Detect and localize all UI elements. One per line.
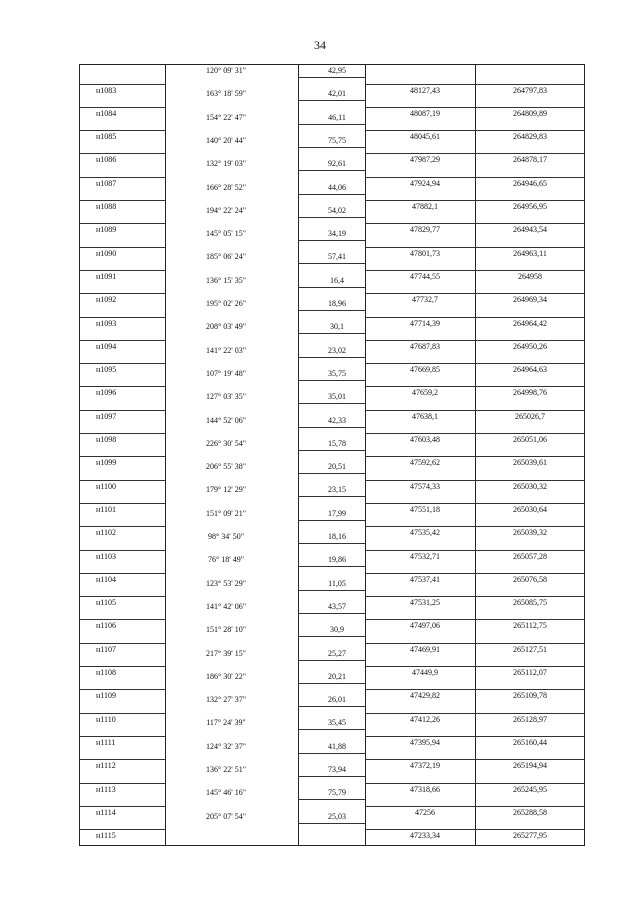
distance-cell: 30,1 (330, 322, 344, 332)
row-divider (80, 596, 165, 597)
x-coordinate-cell: 47537,41 (410, 574, 440, 584)
bearing-cell: 123° 53' 29" (206, 578, 246, 588)
x-coordinate-cell: 48045,61 (410, 132, 440, 142)
bearing-cell: 98° 34' 50" (208, 532, 244, 541)
bearing-cell: 206° 55' 38" (206, 462, 246, 472)
row-divider (298, 124, 365, 125)
y-coordinate-cell: 264964,42 (513, 318, 547, 328)
point-label: н1086 (96, 155, 117, 165)
row-divider (365, 526, 584, 527)
distance-cell: 17,99 (328, 508, 346, 518)
row-divider (298, 100, 365, 101)
bearing-cell: 179° 12' 29" (206, 485, 246, 495)
distance-cell: 35,01 (328, 392, 346, 402)
point-label: н1083 (96, 85, 117, 95)
row-divider (298, 77, 365, 78)
bearing-cell: 141° 22' 03" (206, 345, 246, 355)
point-label: н1113 (96, 784, 116, 794)
x-coordinate-cell: 47372,19 (410, 761, 440, 771)
x-coordinate-cell: 47744,55 (410, 271, 440, 281)
row-divider (298, 660, 365, 661)
y-coordinate-cell: 265194,94 (513, 761, 547, 771)
row-divider (365, 293, 584, 294)
y-coordinate-cell: 265245,95 (513, 784, 547, 794)
row-divider (80, 666, 165, 667)
bearing-cell: 186° 30' 22" (206, 671, 246, 681)
x-coordinate-cell: 47469,91 (410, 644, 440, 654)
row-divider (80, 340, 165, 341)
point-label: н1096 (96, 388, 117, 398)
row-divider (365, 200, 584, 201)
point-label: н1114 (96, 807, 116, 817)
point-label: н1103 (96, 551, 116, 561)
x-coordinate-cell: 47714,39 (410, 318, 440, 328)
distance-cell: 44,06 (328, 182, 346, 192)
column-divider (298, 65, 299, 845)
point-label: н1112 (96, 761, 116, 771)
page-number: 34 (314, 38, 326, 52)
row-divider (365, 153, 584, 154)
x-coordinate-cell: 47395,94 (410, 737, 440, 747)
x-coordinate-cell: 47497,06 (410, 621, 440, 631)
x-coordinate-cell: 47449,9 (412, 668, 438, 677)
x-coordinate-cell: 47318,66 (410, 784, 440, 794)
distance-cell: 23,02 (328, 345, 346, 355)
bearing-cell: 132° 27' 37" (206, 695, 246, 705)
y-coordinate-cell: 265026,7 (515, 411, 545, 421)
bearing-cell: 76° 18' 49" (208, 555, 244, 565)
y-coordinate-cell: 264797,83 (513, 85, 547, 95)
row-divider (298, 170, 365, 171)
bearing-cell: 136° 15' 35" (206, 275, 246, 285)
y-coordinate-cell: 265112,75 (513, 621, 547, 631)
y-coordinate-cell: 265030,64 (513, 504, 547, 514)
bearing-cell: 127° 03' 35" (206, 392, 246, 402)
point-label: н1105 (96, 598, 116, 608)
bearing-cell: 136° 22' 51" (206, 765, 246, 774)
row-divider (80, 783, 165, 784)
column-divider (165, 65, 166, 845)
x-coordinate-cell: 47987,29 (410, 155, 440, 165)
distance-cell: 41,88 (328, 741, 346, 751)
x-coordinate-cell: 47531,25 (410, 598, 440, 608)
row-divider (365, 363, 584, 364)
y-coordinate-cell: 265288,58 (513, 807, 547, 817)
distance-cell: 16,4 (330, 275, 344, 285)
y-coordinate-cell: 265277,95 (513, 831, 547, 841)
bearing-cell: 145° 05' 15" (206, 229, 246, 239)
x-coordinate-cell: 47412,26 (410, 714, 440, 724)
row-divider (80, 107, 165, 108)
row-divider (80, 153, 165, 154)
point-label: н1104 (96, 574, 116, 584)
row-divider (80, 689, 165, 690)
x-coordinate-cell: 47669,85 (410, 365, 440, 375)
y-coordinate-cell: 264946,65 (513, 178, 547, 188)
row-divider (298, 543, 365, 544)
row-divider (80, 433, 165, 434)
row-divider (298, 194, 365, 195)
row-divider (365, 619, 584, 620)
x-coordinate-cell: 47574,33 (410, 481, 440, 491)
y-coordinate-cell: 265076,58 (513, 574, 547, 584)
row-divider (80, 573, 165, 574)
row-divider (298, 240, 365, 241)
row-divider (365, 317, 584, 318)
distance-cell: 15,78 (328, 438, 346, 448)
row-divider (298, 566, 365, 567)
point-label: н1090 (96, 248, 117, 258)
distance-cell: 26,01 (328, 695, 346, 705)
row-divider (365, 410, 584, 411)
bearing-cell: 205° 07' 54" (206, 811, 246, 821)
row-divider (80, 829, 165, 830)
bearing-cell: 226° 30' 54" (206, 438, 246, 448)
row-divider (80, 317, 165, 318)
x-coordinate-cell: 47551,18 (410, 504, 440, 514)
distance-cell: 34,19 (328, 229, 346, 239)
row-divider (298, 147, 365, 148)
distance-cell: 75,79 (328, 788, 346, 798)
distance-cell: 57,41 (328, 252, 346, 262)
row-divider (365, 596, 584, 597)
distance-cell: 42,01 (328, 89, 346, 99)
x-coordinate-cell: 47659,2 (412, 388, 438, 398)
y-coordinate-cell: 264969,34 (513, 295, 547, 305)
row-divider (365, 177, 584, 178)
bearing-cell: 117° 24' 39" (206, 718, 246, 728)
row-divider (80, 619, 165, 620)
point-label: н1109 (96, 691, 116, 701)
x-coordinate-cell: 47233,34 (410, 831, 440, 841)
row-divider (80, 177, 165, 178)
row-divider (365, 107, 584, 108)
row-divider (365, 270, 584, 271)
row-divider (80, 526, 165, 527)
row-divider (80, 759, 165, 760)
point-label: н1100 (96, 481, 116, 491)
row-divider (80, 84, 165, 85)
point-label: н1108 (96, 668, 116, 677)
row-divider (80, 270, 165, 271)
row-divider (80, 643, 165, 644)
bearing-cell: 185° 06' 24" (206, 252, 246, 262)
row-divider (298, 427, 365, 428)
row-divider (365, 340, 584, 341)
x-coordinate-cell: 47429,82 (410, 691, 440, 701)
point-label: н1089 (96, 225, 117, 235)
coordinates-table (79, 64, 585, 846)
row-divider (80, 806, 165, 807)
row-divider (80, 503, 165, 504)
point-label: н1091 (96, 271, 117, 281)
row-divider (298, 450, 365, 451)
x-coordinate-cell: 47687,83 (410, 341, 440, 351)
row-divider (298, 473, 365, 474)
y-coordinate-cell: 264963,11 (513, 248, 547, 258)
bearing-cell: 132° 19' 03" (206, 159, 246, 169)
point-label: н1101 (96, 504, 116, 514)
y-coordinate-cell: 264964,63 (513, 365, 547, 375)
y-coordinate-cell: 265127,51 (513, 644, 547, 654)
row-divider (298, 403, 365, 404)
distance-cell: 23,15 (328, 485, 346, 495)
point-label: н1098 (96, 435, 117, 444)
row-divider (365, 736, 584, 737)
row-divider (298, 613, 365, 614)
distance-cell: 25,03 (328, 811, 346, 821)
point-label: н1095 (96, 365, 117, 375)
point-label: н1106 (96, 621, 116, 631)
row-divider (365, 783, 584, 784)
distance-cell: 30,9 (330, 625, 344, 635)
row-divider (298, 357, 365, 358)
y-coordinate-cell: 264829,83 (513, 132, 547, 142)
distance-cell: 18,16 (328, 532, 346, 541)
x-coordinate-cell: 47535,42 (410, 528, 440, 538)
point-label: н1084 (96, 108, 117, 118)
bearing-cell: 140° 20' 44" (206, 135, 246, 145)
point-label: н1097 (96, 411, 117, 421)
row-divider (298, 776, 365, 777)
distance-cell: 42,95 (328, 66, 346, 75)
distance-cell: 25,27 (328, 648, 346, 658)
y-coordinate-cell: 265030,32 (513, 481, 547, 491)
x-coordinate-cell: 47603,48 (410, 435, 440, 444)
row-divider (365, 456, 584, 457)
bearing-cell: 195° 02' 26" (206, 299, 246, 308)
point-label: н1115 (96, 831, 116, 841)
row-divider (298, 263, 365, 264)
row-divider (80, 456, 165, 457)
y-coordinate-cell: 265160,44 (513, 737, 547, 747)
row-divider (365, 503, 584, 504)
x-coordinate-cell: 48087,19 (410, 108, 440, 118)
point-label: н1110 (96, 714, 116, 724)
bearing-cell: 151° 09' 21" (206, 508, 246, 518)
x-coordinate-cell: 47592,62 (410, 458, 440, 468)
distance-cell: 73,94 (328, 765, 346, 774)
distance-cell: 46,11 (328, 112, 346, 122)
row-divider (298, 217, 365, 218)
point-label: н1088 (96, 202, 117, 211)
x-coordinate-cell: 47532,71 (410, 551, 440, 561)
row-divider (298, 683, 365, 684)
point-label: н1087 (96, 178, 117, 188)
row-divider (80, 713, 165, 714)
bearing-cell: 124° 32' 37" (206, 741, 246, 751)
bearing-cell: 141° 42' 06" (206, 601, 246, 611)
y-coordinate-cell: 264950,26 (513, 341, 547, 351)
y-coordinate-cell: 265039,32 (513, 528, 547, 538)
x-coordinate-cell: 47732,7 (412, 295, 438, 305)
distance-cell: 19,86 (328, 555, 346, 565)
row-divider (365, 713, 584, 714)
row-divider (365, 433, 584, 434)
row-divider (365, 759, 584, 760)
row-divider (80, 200, 165, 201)
column-divider (365, 65, 366, 845)
row-divider (298, 590, 365, 591)
row-divider (298, 496, 365, 497)
row-divider (298, 333, 365, 334)
row-divider (365, 573, 584, 574)
x-coordinate-cell: 47829,77 (410, 225, 440, 235)
bearing-cell: 120° 09' 31" (206, 66, 246, 75)
x-coordinate-cell: 48127,43 (410, 85, 440, 95)
row-divider (365, 829, 584, 830)
row-divider (298, 287, 365, 288)
bearing-cell: 208° 03' 49" (206, 322, 246, 332)
row-divider (80, 550, 165, 551)
point-label: н1085 (96, 132, 117, 142)
x-coordinate-cell: 47256 (415, 807, 435, 817)
point-label: н1111 (96, 737, 116, 747)
x-coordinate-cell: 47882,1 (412, 202, 438, 211)
row-divider (365, 480, 584, 481)
point-label: н1099 (96, 458, 117, 468)
bearing-cell: 163° 18' 59" (206, 89, 246, 99)
row-divider (365, 223, 584, 224)
x-coordinate-cell: 47638,1 (412, 411, 438, 421)
distance-cell: 92,61 (328, 159, 346, 169)
y-coordinate-cell: 264956,95 (513, 202, 547, 211)
distance-cell: 18,96 (328, 299, 346, 308)
point-label: н1094 (96, 341, 117, 351)
row-divider (80, 410, 165, 411)
distance-cell: 20,51 (328, 462, 346, 472)
row-divider (80, 386, 165, 387)
y-coordinate-cell: 265057,28 (513, 551, 547, 561)
distance-cell: 35,75 (328, 368, 346, 378)
row-divider (365, 247, 584, 248)
row-divider (365, 643, 584, 644)
row-divider (298, 799, 365, 800)
row-divider (298, 823, 365, 824)
bearing-cell: 194° 22' 24" (206, 205, 246, 215)
distance-cell: 43,57 (328, 601, 346, 611)
row-divider (80, 247, 165, 248)
bearing-cell: 154° 22' 47" (206, 112, 246, 122)
point-label: н1102 (96, 528, 116, 538)
y-coordinate-cell: 265112,07 (513, 668, 547, 677)
row-divider (80, 130, 165, 131)
y-coordinate-cell: 264878,17 (513, 155, 547, 165)
bearing-cell: 144° 52' 06" (206, 415, 246, 425)
distance-cell: 54,02 (328, 205, 346, 215)
y-coordinate-cell: 264943,54 (513, 225, 547, 235)
row-divider (365, 689, 584, 690)
distance-cell: 20,21 (328, 671, 346, 681)
bearing-cell: 217° 39' 15" (206, 648, 246, 658)
point-label: н1092 (96, 295, 117, 305)
distance-cell: 11,05 (328, 578, 346, 588)
row-divider (365, 550, 584, 551)
x-coordinate-cell: 47801,73 (410, 248, 440, 258)
row-divider (365, 84, 584, 85)
y-coordinate-cell: 264998,76 (513, 388, 547, 398)
y-coordinate-cell: 265109,78 (513, 691, 547, 701)
row-divider (80, 480, 165, 481)
row-divider (298, 380, 365, 381)
point-label: н1107 (96, 644, 116, 654)
row-divider (80, 293, 165, 294)
distance-cell: 75,75 (328, 135, 346, 145)
row-divider (365, 386, 584, 387)
bearing-cell: 166° 28' 52" (206, 182, 246, 192)
x-coordinate-cell: 47924,94 (410, 178, 440, 188)
point-label: н1093 (96, 318, 117, 328)
row-divider (298, 753, 365, 754)
distance-cell: 42,33 (328, 415, 346, 425)
bearing-cell: 145° 46' 16" (206, 788, 246, 798)
row-divider (298, 636, 365, 637)
bearing-cell: 151° 28' 10" (206, 625, 246, 635)
row-divider (298, 310, 365, 311)
row-divider (365, 130, 584, 131)
bearing-cell: 107° 19' 48" (206, 368, 246, 378)
row-divider (365, 666, 584, 667)
row-divider (298, 729, 365, 730)
row-divider (298, 520, 365, 521)
row-divider (365, 806, 584, 807)
y-coordinate-cell: 264809,89 (513, 108, 547, 118)
row-divider (298, 706, 365, 707)
y-coordinate-cell: 265085,75 (513, 598, 547, 608)
row-divider (80, 736, 165, 737)
row-divider (80, 223, 165, 224)
row-divider (80, 363, 165, 364)
y-coordinate-cell: 265039,61 (513, 458, 547, 468)
y-coordinate-cell: 265051,06 (513, 435, 547, 444)
y-coordinate-cell: 265128,97 (513, 714, 547, 724)
distance-cell: 35,45 (328, 718, 346, 728)
y-coordinate-cell: 264958 (518, 271, 542, 281)
